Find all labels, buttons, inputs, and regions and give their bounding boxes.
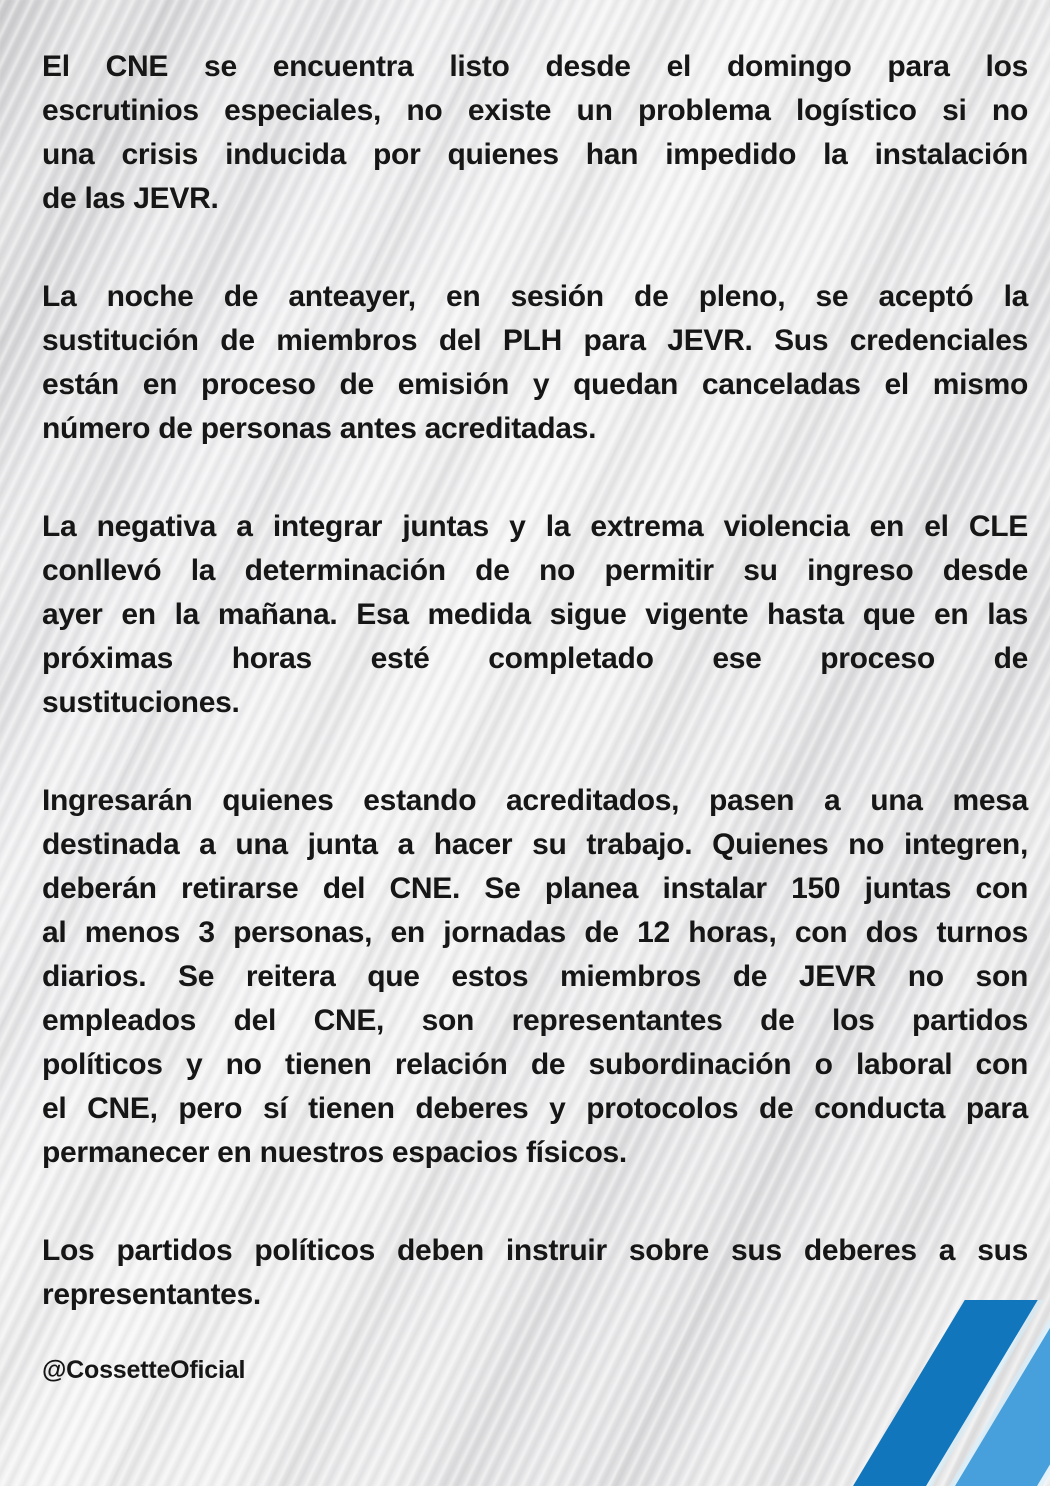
text-line: permanecer en nuestros espacios físicos. xyxy=(42,1136,627,1169)
statement-body xyxy=(42,45,1028,1388)
text-line: Ingresarán quienes estando acreditados, pasen a una mesa xyxy=(42,784,1028,817)
text-line: conllevó la determinación de no permitir su ingreso desde xyxy=(42,554,1028,587)
text-line: El CNE se encuentra listo desde el domingo para los xyxy=(42,50,1028,83)
text-line: sustituciones. xyxy=(42,686,240,719)
text-line: representantes. xyxy=(42,1278,261,1311)
text-line: escrutinios especiales, no existe un problema logístico si no xyxy=(42,94,1028,127)
text-line: están en proceso de emisión y quedan canceladas el mismo xyxy=(42,368,1028,401)
statement-paragraph xyxy=(42,779,1028,1175)
statement-paragraph xyxy=(42,45,1028,221)
statement-paragraph xyxy=(42,505,1028,725)
text-line: diarios. Se reitera que estos miembros de JEVR no son xyxy=(42,960,1028,993)
text-line: políticos y no tienen relación de subordinación o laboral con xyxy=(42,1048,1028,1081)
paragraphs-container xyxy=(42,45,1028,1317)
text-line: deberán retirarse del CNE. Se planea instalar 150 juntas con xyxy=(42,872,1028,905)
text-line: destinada a una junta a hacer su trabajo. Quienes no integren, xyxy=(42,828,1028,861)
text-line: próximas horas esté completado ese proceso de xyxy=(42,642,1028,675)
text-line: sustitución de miembros del PLH para JEVR. Sus credenciales xyxy=(42,324,1028,357)
text-line: La noche de anteayer, en sesión de pleno, se aceptó la xyxy=(42,280,1028,313)
text-line: ayer en la mañana. Esa medida sigue vigente hasta que en las xyxy=(42,598,1028,631)
statement-paragraph xyxy=(42,1229,1028,1317)
text-line: número de personas antes acreditadas. xyxy=(42,412,597,445)
text-line: de las JEVR. xyxy=(42,182,219,215)
text-line: una crisis inducida por quienes han impedido la instalación xyxy=(42,138,1028,171)
text-line: el CNE, pero sí tienen deberes y protocolos de conducta para xyxy=(42,1092,1028,1125)
text-line: La negativa a integrar juntas y la extrema violencia en el CLE xyxy=(42,510,1028,543)
statement-paragraph xyxy=(42,275,1028,451)
text-line: Los partidos políticos deben instruir sobre sus deberes a sus xyxy=(42,1234,1028,1267)
author-handle: @CossetteOficial xyxy=(42,1356,246,1384)
text-line: empleados del CNE, son representantes de los partidos xyxy=(42,1004,1028,1037)
text-line: al menos 3 personas, en jornadas de 12 horas, con dos turnos xyxy=(42,916,1028,949)
